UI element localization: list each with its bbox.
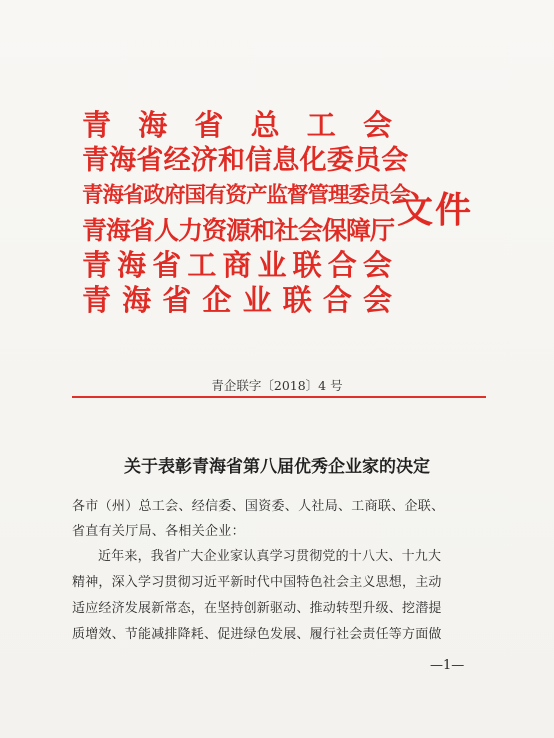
- issuer-text: 青海省政府国有资产监督管理委员会: [82, 183, 411, 208]
- document-type-label: 文件: [397, 189, 474, 231]
- issuer-text: 青海省人力资源和社会保障厅: [82, 216, 395, 245]
- issuer-char: 海: [138, 108, 168, 142]
- body-line: 适应经济发展新常态，在坚持创新驱动、推动转型升级、挖潜提: [72, 601, 442, 616]
- issuer-char: 省: [194, 108, 224, 142]
- issuer-char: 合: [327, 248, 357, 282]
- issuer-line-1: [82, 108, 392, 143]
- issuer-char: 青: [82, 283, 112, 317]
- issuer-char: 会: [362, 283, 392, 317]
- page-number: —1—: [430, 658, 465, 673]
- issuer-char: 业: [242, 283, 272, 317]
- issuer-char: 青: [82, 108, 112, 142]
- issuer-char: 海: [117, 248, 147, 282]
- issuer-char: 联: [292, 248, 322, 282]
- issuer-line-5: [82, 248, 392, 283]
- issuer-char: 总: [250, 108, 280, 142]
- issuing-organizations: [82, 108, 411, 318]
- red-divider-line: [72, 396, 486, 398]
- issuer-char: 商: [222, 248, 252, 282]
- salutation-line: 省直有关厅局、各相关企业：: [72, 524, 245, 539]
- issuer-char: 省: [152, 248, 182, 282]
- issuer-char: 海: [122, 283, 152, 317]
- salutation: [72, 494, 492, 544]
- issuer-text: 青海省经济和信息化委员会: [82, 145, 409, 176]
- issuer-char: 省: [162, 283, 192, 317]
- issuer-char: 业: [257, 248, 287, 282]
- body-line: 近年来，我省广大企业家认真学习贯彻党的十八大、十九大: [98, 549, 442, 564]
- document-title: 关于表彰青海省第八届优秀企业家的决定: [124, 457, 430, 477]
- issuer-char: 工: [187, 248, 217, 282]
- body-paragraph: [72, 544, 492, 648]
- body-line: 质增效、节能减排降耗、促进绿色发展、履行社会责任等方面做: [72, 627, 442, 642]
- issuer-char: 会: [362, 248, 392, 282]
- issuer-char: 青: [82, 248, 112, 282]
- issuer-line-6: [82, 283, 392, 318]
- issuer-char: 会: [362, 108, 392, 142]
- issuer-char: 企: [202, 283, 232, 317]
- document-number: 青企联字〔2018〕4 号: [211, 378, 343, 393]
- issuer-char: 工: [306, 108, 336, 142]
- issuer-line-2: [82, 143, 409, 178]
- body-line: 精神，深入学习贯彻习近平新时代中国特色社会主义思想，主动: [72, 575, 442, 590]
- salutation-line: 各市（州）总工会、经信委、国资委、人社局、工商联、企联、: [72, 499, 445, 514]
- issuer-char: 合: [322, 283, 352, 317]
- issuer-line-4: [82, 213, 395, 248]
- issuer-char: 联: [282, 283, 312, 317]
- issuer-line-3: [82, 178, 411, 213]
